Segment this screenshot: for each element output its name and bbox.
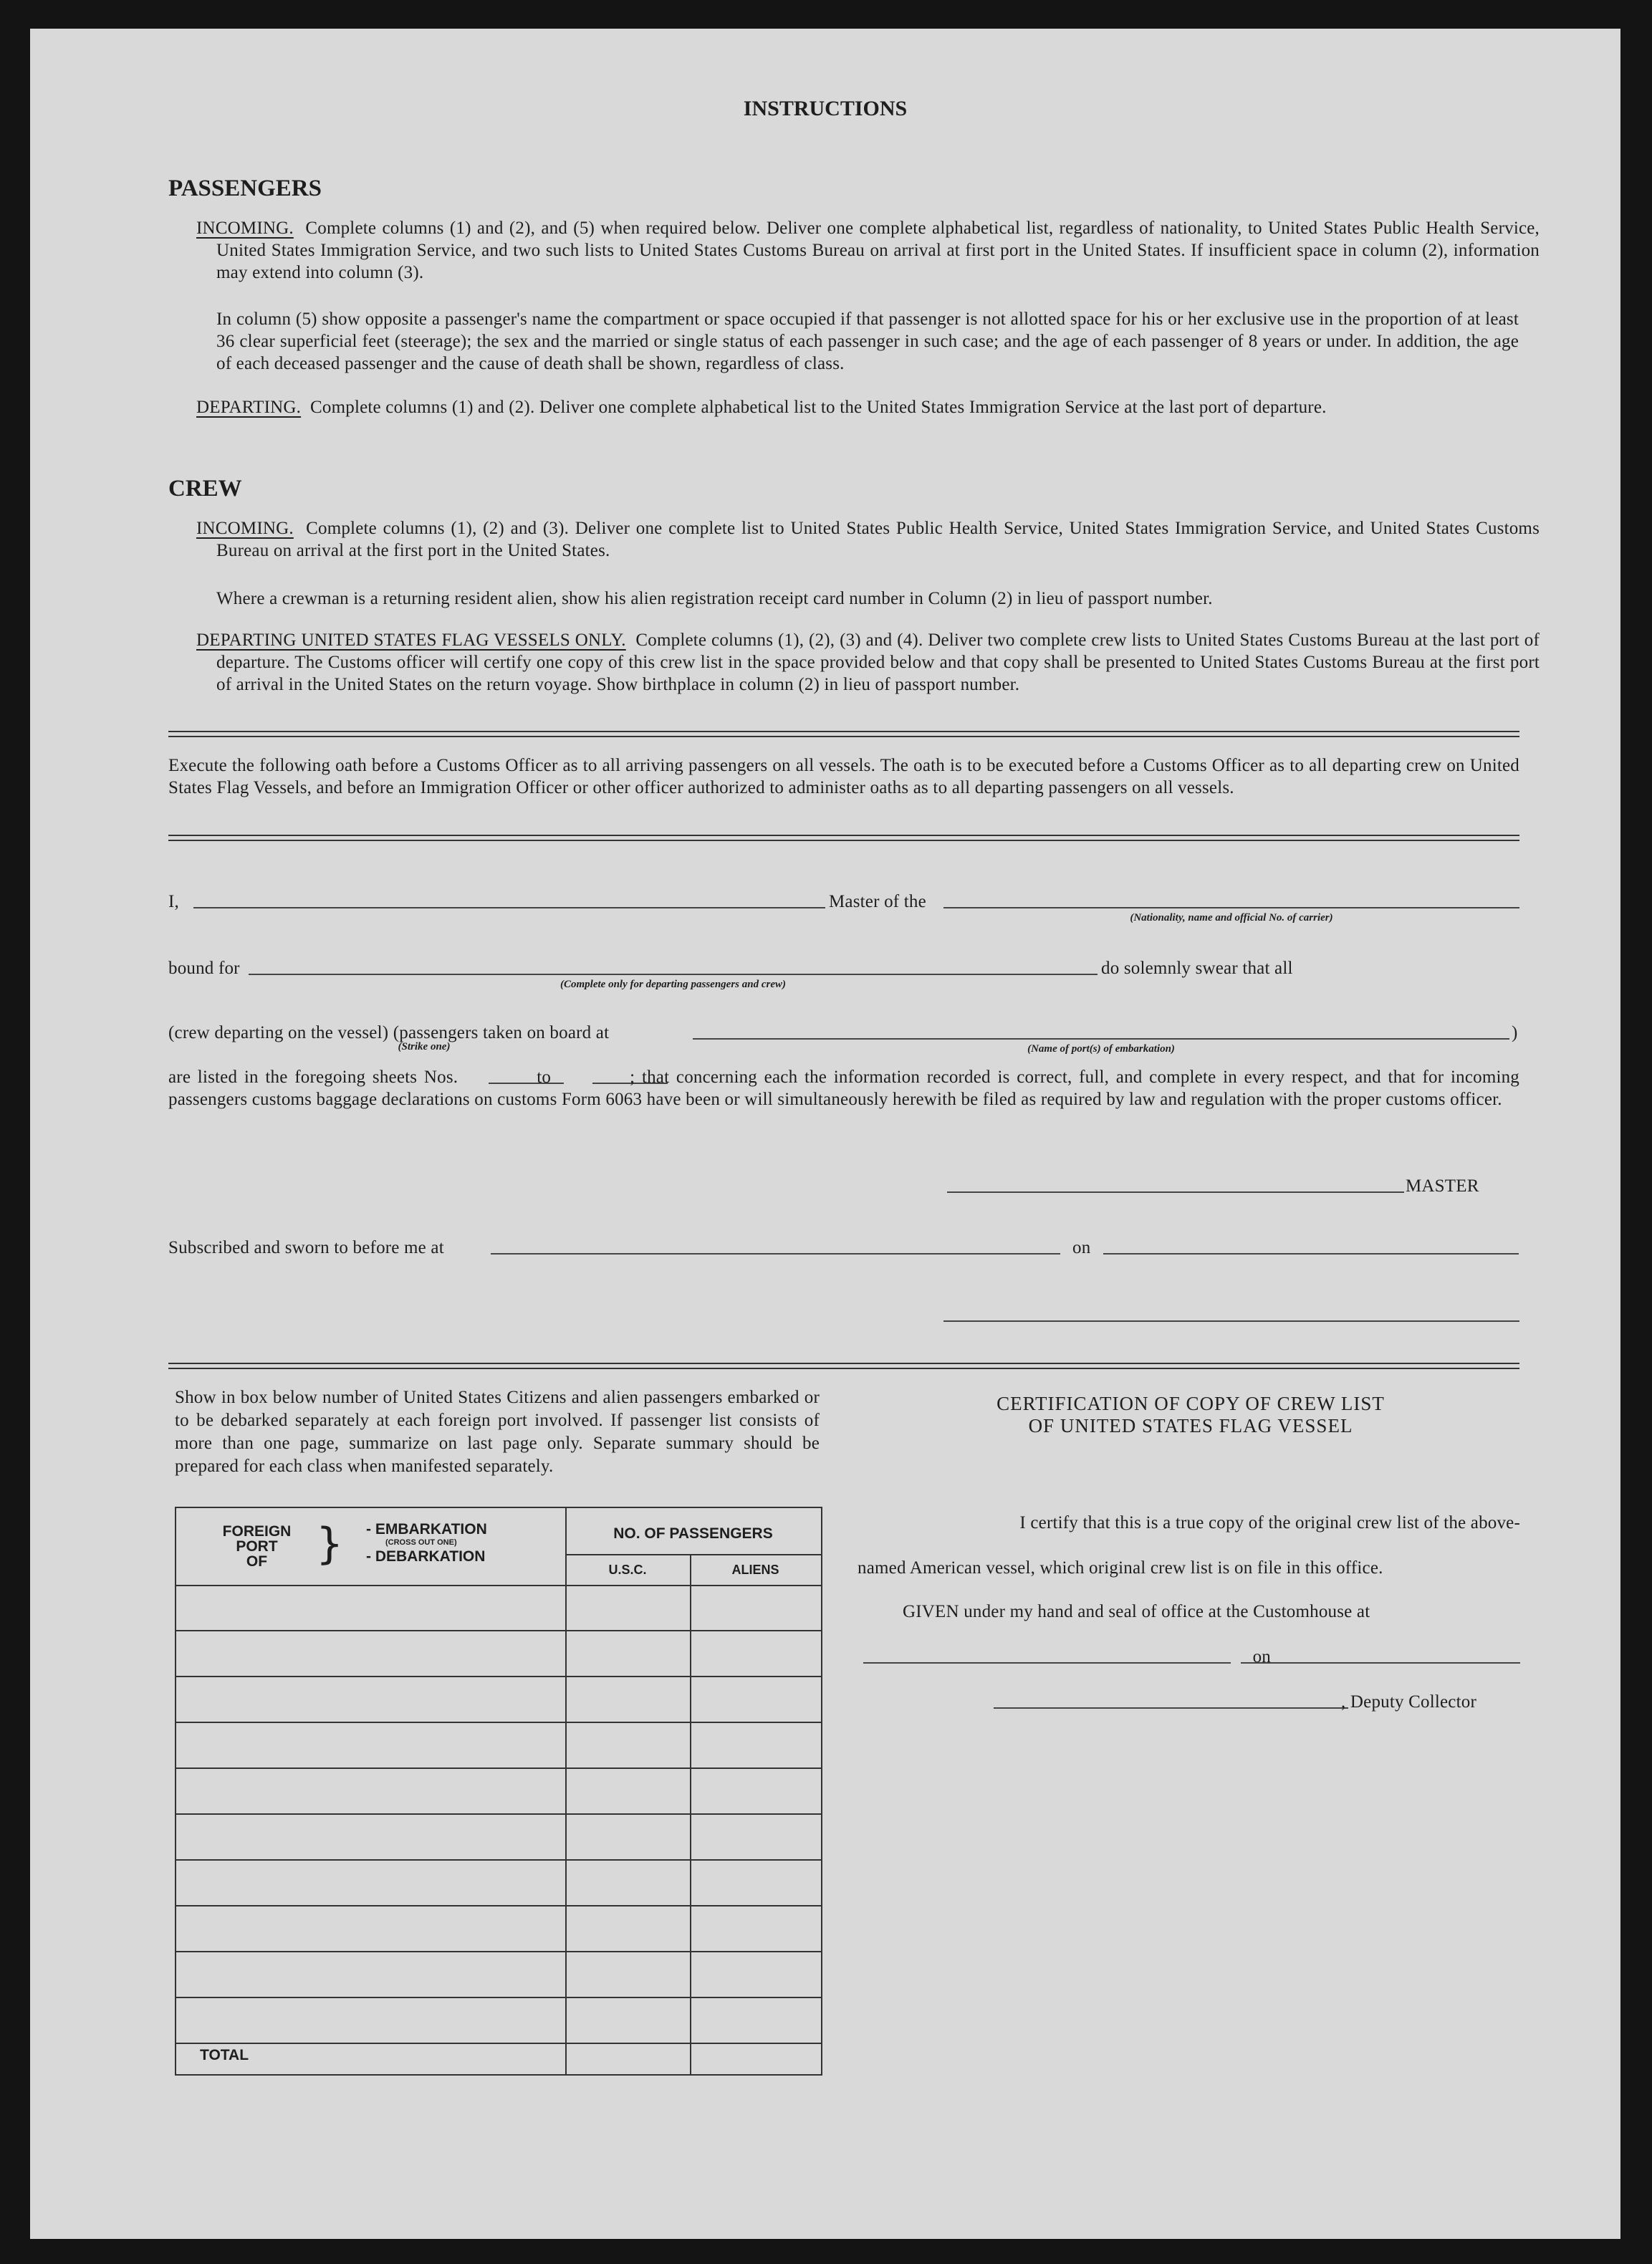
certification-title-line-1: CERTIFICATION OF COPY OF CREW LIST [997,1393,1385,1414]
passengers-departing-paragraph [196,396,1540,418]
passengers-incoming-text: Complete columns (1) and (2), and (5) when required below. Deliver one complete alphabetical list, regardless of nationality, to United States Public Health Service, United States Immigration Service, and two such lists to United States Customs Bureau on arrival at first port in the United States. If insufficient space in column (2), information may extend into column (3). [216,219,1540,282]
crew-resident-paragraph: Where a crewman is a returning resident alien, show his alien registration receipt card number in Column (2) in lieu of passport number. [216,589,1213,608]
oath-i-label: I, [168,892,179,911]
section-divider [168,1363,1519,1369]
passengers-departing-text: Complete columns (1) and (2). Deliver one complete alphabetical list to the United States Immigration Service at the last port of departure. [310,398,1327,417]
page-title: INSTRUCTIONS [743,97,908,120]
usc-header: U.S.C. [608,1563,647,1577]
deputy-collector-signature-field[interactable] [994,1707,1348,1709]
certify-line-1: I certify that this is a true copy of the original crew list of the above- [1019,1513,1520,1532]
master-of-the-label: Master of the [829,892,926,911]
crew-departing-label: DEPARTING UNITED STATES FLAG VESSELS ONLY. [196,630,626,650]
table-row-divider [176,1859,821,1861]
passengers-incoming-paragraph [196,217,1540,284]
crew-departing-text: Complete columns (1), (2), (3) and (4). Deliver two complete crew lists to United States Customs Bureau at the last port of departure. The Customs officer will certify one copy of this crew list in the space provided below and that copy shall be presented to United States Customs Bureau at the first port of arrival in the United States on the return voyage. Show birthplace in column (2) in lieu of passport number. [216,630,1540,694]
table-row-divider [176,1905,821,1906]
passengers-column5-paragraph: In column (5) show opposite a passenger's name the compartment or space occupied if that passenger is not allotted space for his or her exclusive use in the proportion of at least 36 clear superficial feet (steerage); the sex and the married or single status of each passenger in such case; and the age of each passenger of 8 years or under. In addition, the age of each deceased passenger and the cause of death shall be shown, regardless of class. [216,310,1519,373]
passengers-departing-label: DEPARTING. [196,398,302,417]
table-row-divider [176,2043,821,2044]
foreign-port-word-1: FOREIGN [222,1523,292,1540]
oath-instruction-paragraph: Execute the following oath before a Customs Officer as to all arriving passengers on all vessels. The oath is to be executed before a Customs Officer as to all departing crew on United States Flag Vessels, and before an Immigration Officer or other officer authorized to administer oaths as to all departing passengers on all vessels. [168,756,1519,797]
bound-for-field[interactable] [249,974,1098,975]
oath-listed-paragraph [168,1066,1519,1111]
subscribed-label: Subscribed and sworn to before me at [168,1238,444,1257]
deputy-collector-label: , Deputy Collector [1341,1692,1476,1712]
close-paren: ) [1512,1023,1518,1042]
carrier-field[interactable] [943,907,1519,908]
subscribed-place-field[interactable] [491,1253,1060,1255]
crew-departing-paragraph [196,629,1540,696]
cross-out-one-note: (CROSS OUT ONE) [385,1538,457,1547]
table-row-divider [176,1722,821,1723]
summary-instruction: Show in box below number of United States Citizens and alien passengers embarked or to be debarked separately at each foreign port involved. If passenger list consists of more than one page, summarize on last page only. Separate summary should be prepared for each class when manifested separately. [175,1388,820,1476]
brace-icon: } [316,1519,344,1569]
crew-incoming-label: INCOMING. [196,519,294,538]
crew-incoming-paragraph [196,517,1540,562]
subscribed-date-field[interactable] [1103,1253,1519,1255]
listed-pre: are listed in the foregoing sheets Nos. [168,1068,458,1087]
table-row-divider [176,1951,821,1952]
certification-date-field[interactable] [1241,1662,1520,1664]
certification-title [861,1393,1520,1437]
no-of-passengers-header: NO. OF PASSENGERS [613,1525,773,1542]
passengers-incoming-label: INCOMING. [196,219,294,238]
certification-title-line-2: OF UNITED STATES FLAG VESSEL [1028,1415,1353,1436]
certify-line-2: named American vessel, which original crew list is on file in this office. [858,1558,1383,1578]
bound-for-label: bound for [168,959,240,978]
crew-departing-label: (crew departing on the vessel) (passengers taken on board at [168,1023,610,1042]
master-signature-field[interactable] [947,1191,1404,1193]
table-row-divider [176,1767,821,1769]
nationality-caption: (Nationality, name and official No. of carrier) [1130,912,1333,924]
listed-rest: ; that concerning each the information recorded is correct, full, and complete in every respect, and that for incoming passengers customs baggage declarations on customs Form 6063 have been or will simultaneously herewith be filed as required by law and regulation with the proper customs officer. [168,1068,1520,1109]
debarkation-option[interactable]: - DEBARKATION [366,1548,486,1565]
table-row-divider [176,1813,821,1815]
listed-to: to [537,1068,552,1087]
name-of-port-caption: (Name of port(s) of embarkation) [1027,1043,1175,1055]
table-row-divider [176,1630,821,1631]
master-name-field[interactable] [193,907,825,908]
foreign-port-word-3: OF [246,1553,268,1570]
crew-heading: CREW [168,476,242,502]
passenger-summary-table [175,1507,822,2076]
master-label: MASTER [1406,1176,1479,1196]
crew-incoming-text: Complete columns (1), (2) and (3). Deliver one complete list to United States Public Health Service, United States Immigration Service, and United States Customs Bureau on arrival at the first port in the United States. [216,519,1540,560]
embarkation-option[interactable]: - EMBARKATION [366,1521,487,1538]
do-solemnly-label: do solemnly swear that all [1101,959,1293,978]
section-divider [168,731,1519,737]
officer-signature-field[interactable] [943,1320,1519,1322]
foreign-port-word-2: PORT [236,1538,278,1555]
given-under-line: GIVEN under my hand and seal of office at the Customhouse at [903,1602,1370,1621]
complete-only-caption: (Complete only for departing passengers and crew) [560,979,786,990]
table-row-divider [176,1997,821,1998]
section-divider [168,835,1519,841]
customhouse-field[interactable] [863,1662,1231,1664]
document-page [30,29,1620,2239]
total-row-label: TOTAL [200,2047,249,2063]
certification-on-label: on [1252,1647,1271,1666]
table-row-divider [176,1676,821,1677]
embarkation-port-field[interactable] [693,1038,1509,1040]
aliens-header: ALIENS [731,1563,779,1577]
strike-one-caption: (Strike one) [398,1041,451,1052]
passengers-heading: PASSENGERS [168,176,322,201]
foreign-port-header [208,1524,305,1569]
subscribed-on-label: on [1072,1238,1091,1257]
